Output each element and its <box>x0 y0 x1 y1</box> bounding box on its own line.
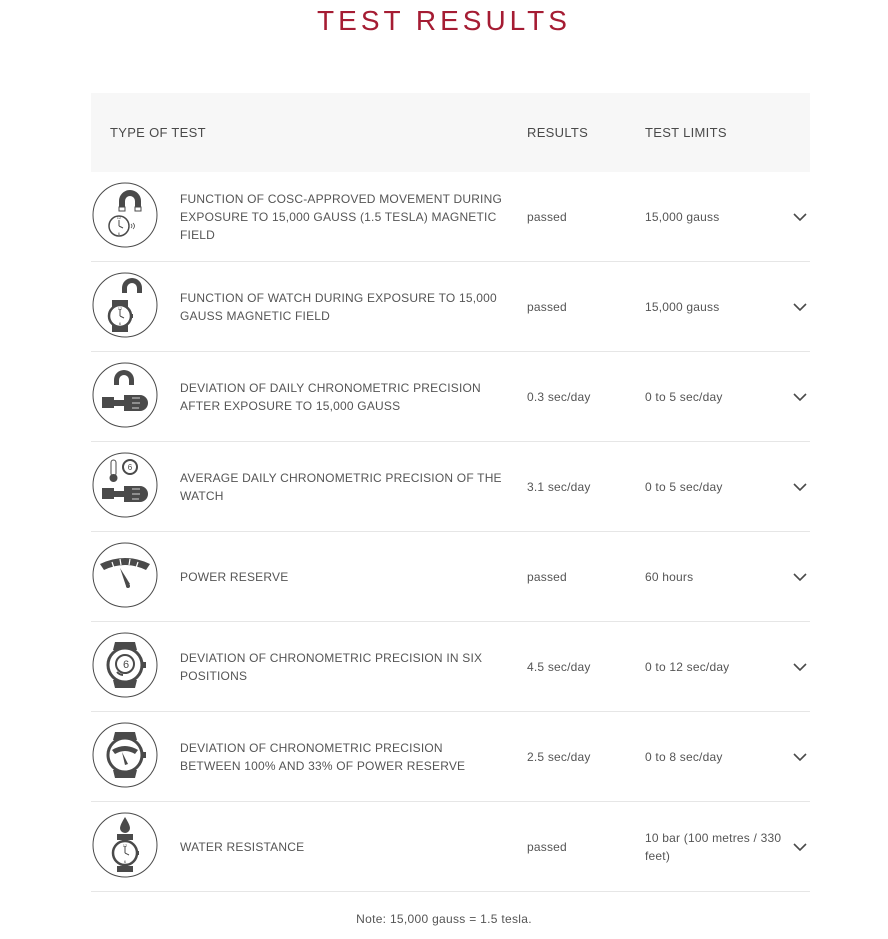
table-row[interactable] <box>91 802 810 892</box>
test-result: 3.1 sec/day <box>527 479 591 494</box>
test-limit: 0 to 12 sec/day <box>645 659 730 674</box>
test-description: DEVIATION OF CHRONOMETRIC PRECISION IN SIX POSITIONS <box>180 650 483 683</box>
power-reserve-gauge-icon <box>92 542 158 608</box>
chevron-down-icon[interactable] <box>792 752 808 762</box>
test-result: 2.5 sec/day <box>527 749 591 764</box>
test-result: passed <box>527 569 567 584</box>
test-limit: 15,000 gauss <box>645 299 720 314</box>
header-test-limits: TEST LIMITS <box>645 125 727 140</box>
chevron-down-icon[interactable] <box>792 482 808 492</box>
test-limit: 0 to 5 sec/day <box>645 479 723 494</box>
test-results-table <box>91 93 810 892</box>
table-row[interactable] <box>91 442 810 532</box>
test-result: 0.3 sec/day <box>527 389 591 404</box>
chevron-down-icon[interactable] <box>792 842 808 852</box>
chevron-down-icon[interactable] <box>792 302 808 312</box>
footnote: Note: 15,000 gauss = 1.5 tesla. <box>356 912 532 926</box>
header-results: RESULTS <box>527 125 589 140</box>
thermometer-wrist-icon <box>92 452 158 518</box>
test-limit: 0 to 5 sec/day <box>645 389 723 404</box>
table-row[interactable] <box>91 622 810 712</box>
test-limit: 60 hours <box>645 569 694 584</box>
test-result: passed <box>527 299 567 314</box>
svg-text:12: 12 <box>117 306 123 311</box>
power-reserve-watch-icon <box>92 722 158 788</box>
table-row[interactable] <box>91 352 810 442</box>
test-limit: 15,000 gauss <box>645 209 720 224</box>
water-drop-watch-icon <box>92 812 158 878</box>
test-result: passed <box>527 839 567 854</box>
test-description: WATER RESISTANCE <box>180 839 305 854</box>
test-result: passed <box>527 209 567 224</box>
test-description: AVERAGE DAILY CHRONOMETRIC PRECISION OF THE WATCH <box>180 470 502 503</box>
table-header <box>91 93 810 172</box>
svg-text:6: 6 <box>122 659 130 671</box>
test-limit: 0 to 8 sec/day <box>645 749 723 764</box>
table-row[interactable] <box>91 172 810 262</box>
svg-text:6: 6 <box>117 231 121 236</box>
table-row[interactable] <box>91 532 810 622</box>
test-description: DEVIATION OF DAILY CHRONOMETRIC PRECISION AFTER EXPOSURE TO 15,000 GAUSS <box>180 380 481 413</box>
chevron-down-icon[interactable] <box>792 572 808 582</box>
table-row[interactable] <box>91 262 810 352</box>
svg-text:6: 6 <box>127 463 133 472</box>
magnet-watch-icon <box>92 272 158 338</box>
page-title: TEST RESULTS <box>317 5 571 36</box>
magnet-wrist-icon <box>92 362 158 428</box>
chevron-down-icon[interactable] <box>792 392 808 402</box>
svg-text:6: 6 <box>123 859 127 864</box>
table-row[interactable] <box>91 712 810 802</box>
test-description: POWER RESERVE <box>180 569 289 584</box>
svg-text:12: 12 <box>116 215 122 220</box>
svg-text:6: 6 <box>118 321 122 326</box>
test-description: FUNCTION OF COSC-APPROVED MOVEMENT DURING EXPOSURE TO 15,000 GAUSS (1.5 TESLA) MAGNETIC FIELD <box>180 191 502 242</box>
chevron-down-icon[interactable] <box>792 662 808 672</box>
test-limit: 10 bar (100 metres / 330 feet) <box>645 830 782 863</box>
header-type-of-test: TYPE OF TEST <box>110 125 206 140</box>
test-description: DEVIATION OF CHRONOMETRIC PRECISION BETWEEN 100% AND 33% OF POWER RESERVE <box>180 740 466 773</box>
test-result: 4.5 sec/day <box>527 659 591 674</box>
test-description: FUNCTION OF WATCH DURING EXPOSURE TO 15,000 GAUSS MAGNETIC FIELD <box>180 290 497 323</box>
chevron-down-icon[interactable] <box>792 212 808 222</box>
magnet-movement-icon <box>92 182 158 248</box>
svg-text:12: 12 <box>122 843 128 848</box>
six-positions-watch-icon <box>92 632 158 698</box>
